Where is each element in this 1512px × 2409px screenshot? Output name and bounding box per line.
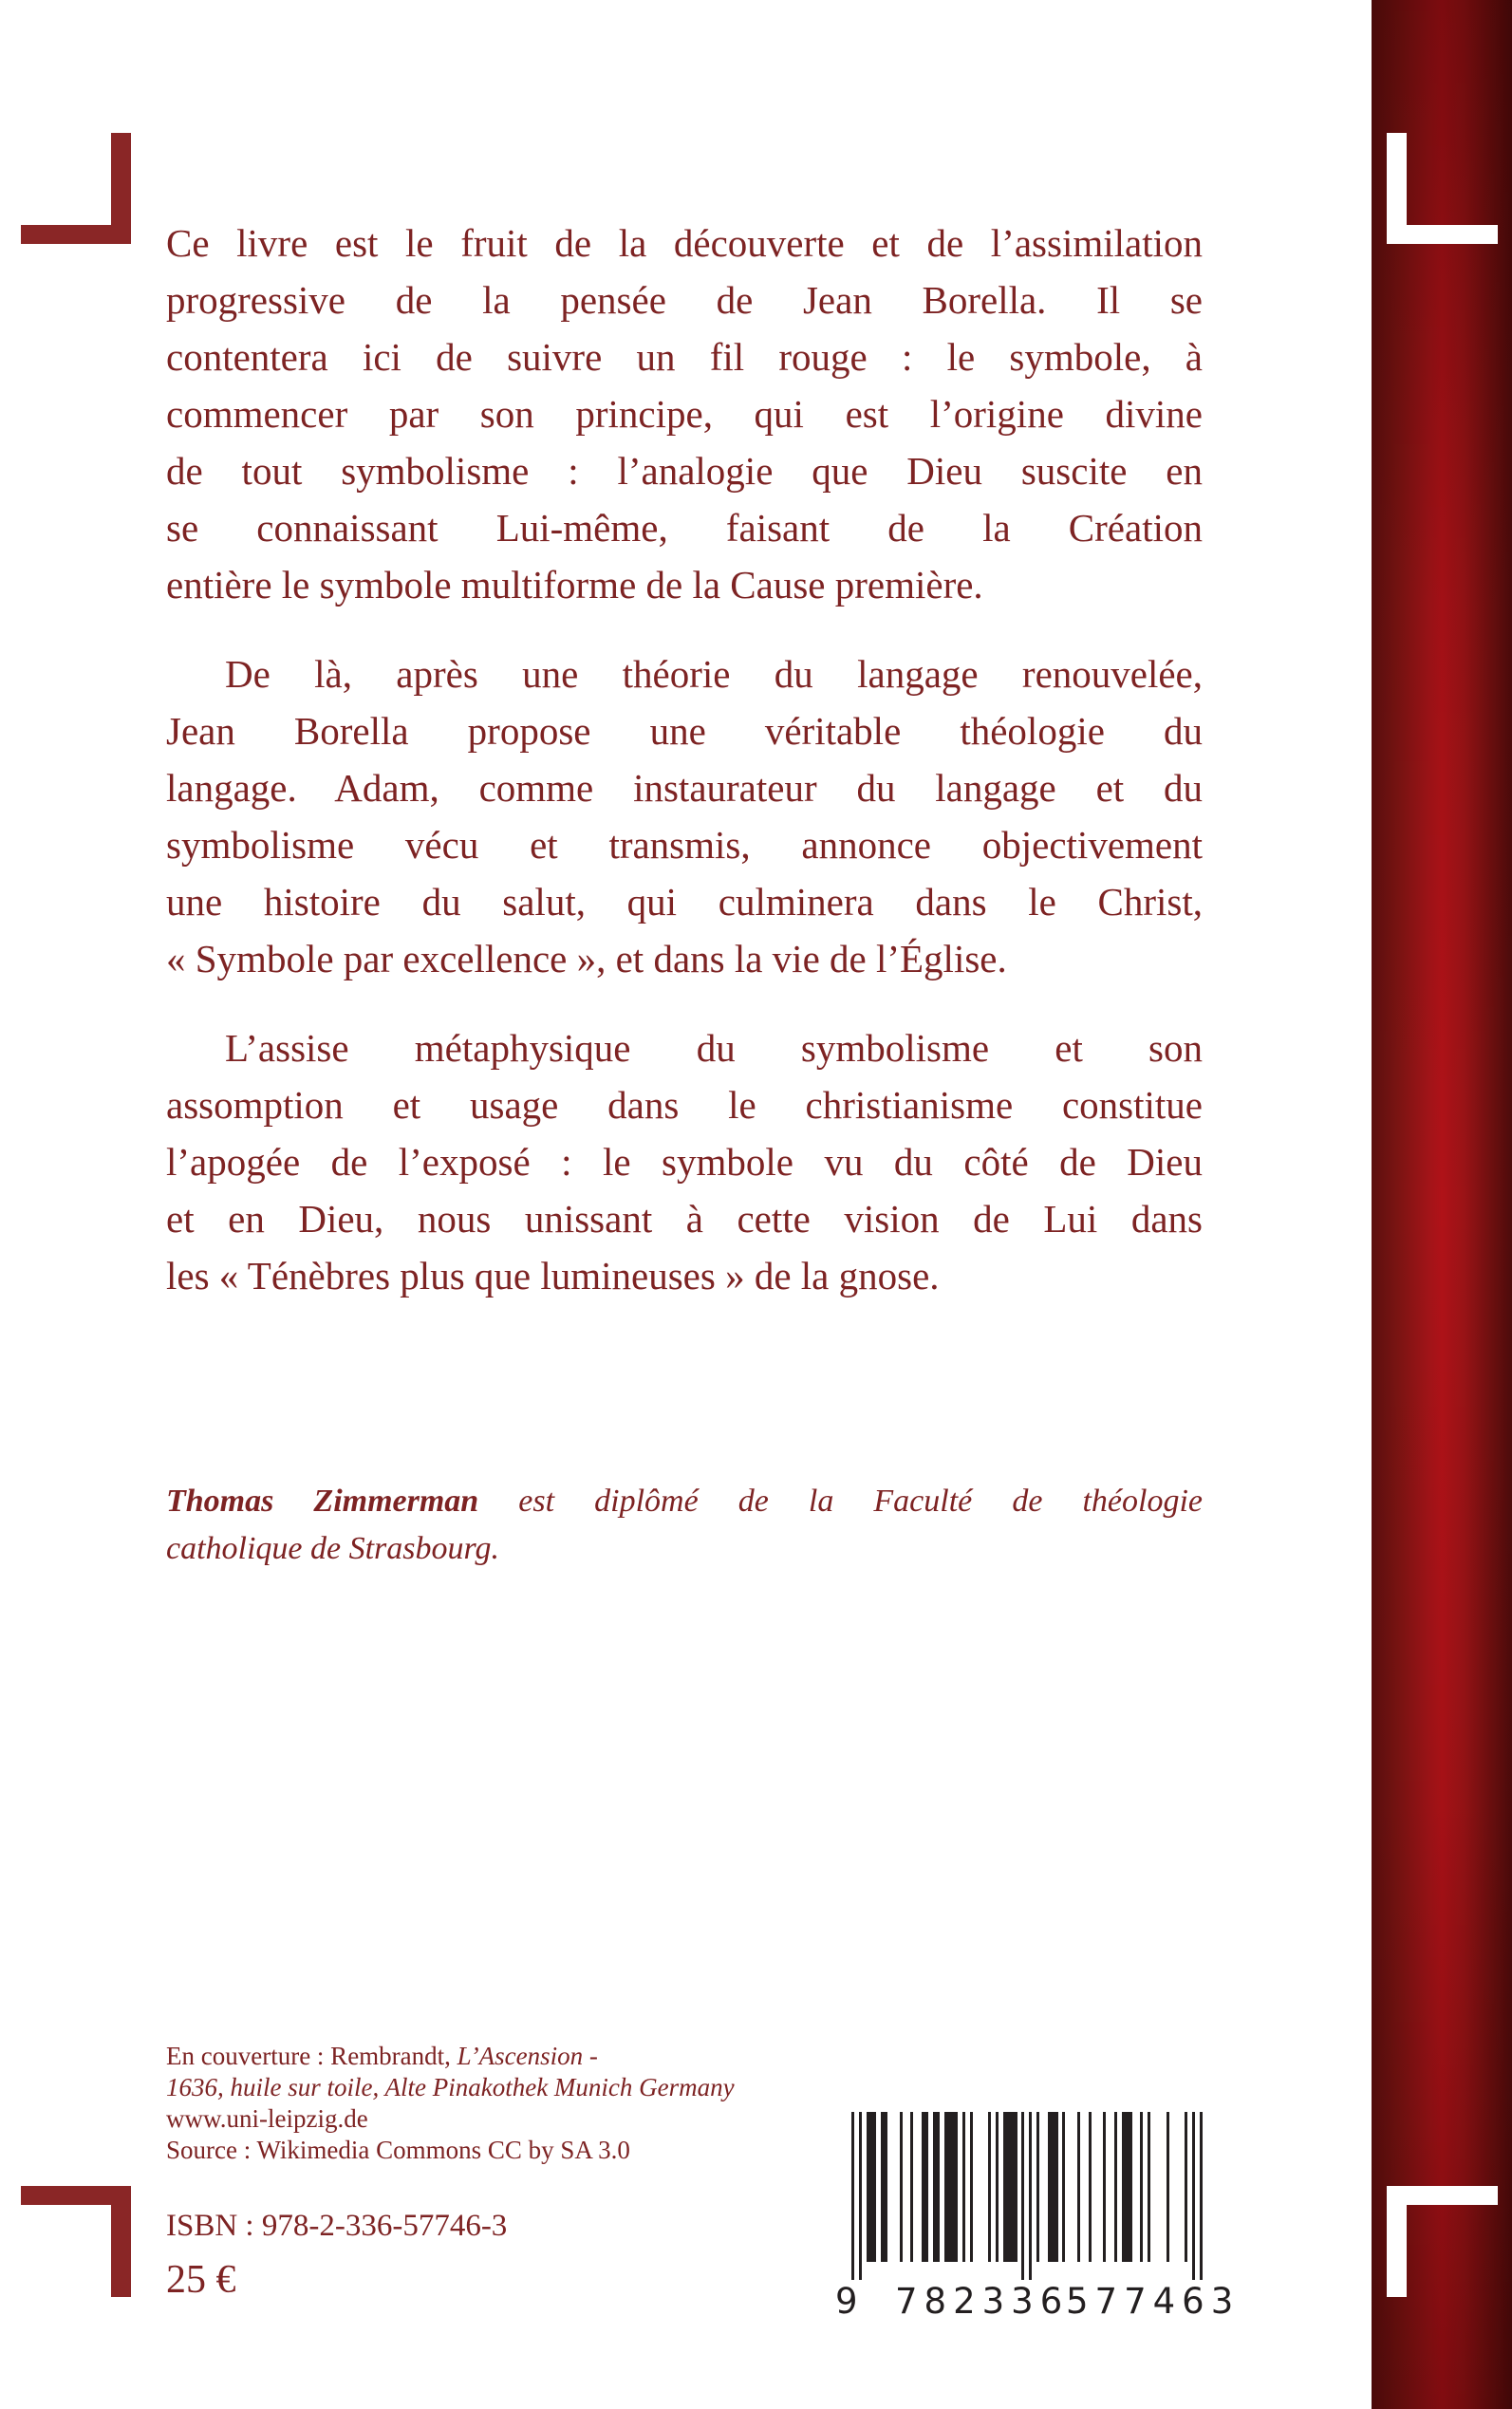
barcode-bar — [1200, 2112, 1203, 2280]
barcode-bar — [1140, 2112, 1143, 2262]
barcode-digits-right: 577463 — [1066, 2281, 1241, 2322]
barcode-bar — [859, 2112, 862, 2280]
barcode-digit-first: 9 — [835, 2281, 858, 2322]
barcode-bar — [970, 2112, 973, 2262]
text-line: commencer par son principe, qui est l’origine divine — [166, 392, 1203, 436]
barcode-bar — [1036, 2112, 1039, 2262]
barcode-bar — [962, 2112, 965, 2262]
text-line: contentera ici de suivre un fil rouge : le symbole, à — [166, 335, 1203, 379]
credits-source: Source : Wikimedia Commons CC by SA 3.0 — [166, 2136, 630, 2164]
text-line: « Symbole par excellence », et dans la vie de l’Église. — [166, 937, 1007, 980]
barcode-bar — [1089, 2112, 1092, 2262]
text-line: catholique de Strasbourg. — [166, 1531, 499, 1566]
barcode-digits-left: 782336 — [895, 2281, 1070, 2322]
barcode-bar — [910, 2112, 913, 2262]
text-line: assomption et usage dans le christianisme constitue — [166, 1083, 1203, 1127]
barcode-bar — [1122, 2112, 1132, 2262]
blurb-paragraph-1 — [166, 215, 1203, 613]
barcode-bar — [1167, 2112, 1169, 2262]
barcode-bar — [1077, 2112, 1080, 2262]
credits-url: www.uni-leipzig.de — [166, 2104, 368, 2133]
barcode-bar — [1021, 2112, 1024, 2280]
text-line: l’apogée de l’exposé : le symbole vu du côté de Dieu — [166, 1140, 1203, 1184]
barcode-bar — [900, 2112, 903, 2262]
price: 25 € — [166, 2258, 236, 2302]
barcode-bar — [1062, 2112, 1065, 2262]
text-line: se connaissant Lui-même, faisant de la Création — [166, 506, 1203, 550]
text-line: L’assise métaphysique du symbolisme et son — [225, 1026, 1203, 1070]
isbn: ISBN : 978-2-336-57746-3 — [166, 2209, 508, 2243]
text-line: progressive de la pensée de Jean Borella. Il se — [166, 278, 1203, 322]
author-name: Thomas Zimmerman — [166, 1484, 479, 1519]
text-line: de tout symbolisme : l’analogie que Dieu suscite en — [166, 449, 1203, 493]
author-bio — [166, 1478, 1203, 1573]
barcode-bar — [933, 2112, 940, 2262]
text-line: langage. Adam, comme instaurateur du langage et du — [166, 766, 1203, 810]
barcode-bar — [1048, 2112, 1058, 2262]
text-line: Thomas Zimmerman est diplômé de la Faculté de théologie — [166, 1484, 1204, 1519]
barcode-bar — [1192, 2112, 1195, 2280]
decorative-red-band — [1372, 0, 1512, 2409]
credits-line: En couverture : Rembrandt, L’Ascension - — [166, 2042, 598, 2070]
barcode-bar — [1185, 2112, 1187, 2262]
cover-credits — [166, 2041, 735, 2166]
barcode — [835, 2112, 1241, 2322]
text-line: une histoire du salut, qui culminera dans le Christ, — [166, 880, 1203, 924]
barcode-bar — [1148, 2112, 1150, 2262]
text-line: symbolisme vécu et transmis, annonce objectivement — [166, 823, 1203, 867]
blurb-paragraph-2 — [166, 645, 1203, 987]
text-line: les « Ténèbres plus que lumineuses » de la gnose. — [166, 1254, 940, 1298]
barcode-bar — [944, 2112, 959, 2262]
barcode-bar — [988, 2112, 991, 2262]
barcode-bar — [1103, 2112, 1106, 2262]
barcode-bar — [1114, 2112, 1117, 2262]
barcode-bar — [1029, 2112, 1032, 2280]
text-line: entière le symbole multiforme de la Cause première. — [166, 563, 983, 607]
barcode-bar — [996, 2112, 999, 2262]
credits-line: 1636, huile sur toile, Alte Pinakothek Munich Germany — [166, 2073, 735, 2101]
text-line: De là, après une théorie du langage renouvelée, — [225, 652, 1203, 696]
text-line: Ce livre est le fruit de la découverte et de l’assimilation — [166, 221, 1203, 265]
blurb-paragraph-3 — [166, 1019, 1203, 1304]
barcode-bar — [867, 2112, 877, 2262]
barcode-bar — [881, 2112, 887, 2262]
barcode-bar — [1003, 2112, 1017, 2262]
text-line: Jean Borella propose une véritable théologie du — [166, 709, 1203, 753]
barcode-bar — [851, 2112, 854, 2280]
blurb — [166, 215, 1203, 1304]
text-line: et en Dieu, nous unissant à cette vision de Lui dans — [166, 1197, 1203, 1241]
barcode-bar — [922, 2112, 928, 2262]
